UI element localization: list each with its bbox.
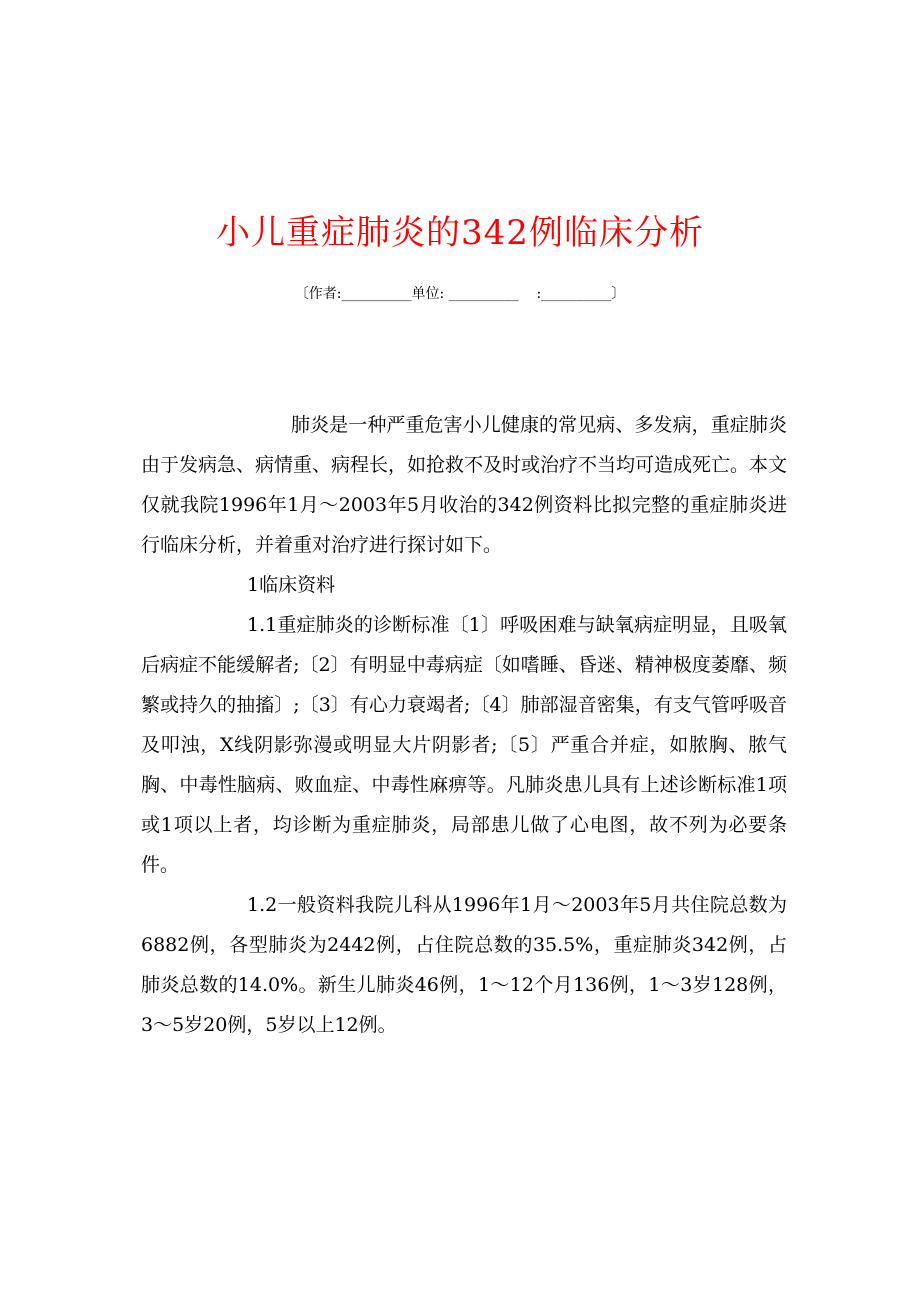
paragraph-general-data: 1.2一般资料我院儿科从1996年1月～2003年5月共住院总数为6882例，各型肺炎为2442例，占住院总数的35.5%，重症肺炎342例，占肺炎总数的14.0%。新生儿肺炎46例，1～12个月136例，1～3岁128例，3～5岁20例，5岁以上12例。 (141, 894, 787, 1036)
document-title: 小儿重症肺炎的342例临床分析 (216, 213, 704, 253)
paragraph-diagnostic-criteria: 1.1重症肺炎的诊断标准〔1〕呼吸困难与缺氧病症明显，且吸氧后病症不能缓解者;〔2〕有明显中毒病症〔如嗜睡、昏迷、精神极度萎靡、频繁或持久的抽搐〕;〔3〕有心力衰竭者;〔4〕肺部湿音密集，有支气管呼吸音及叩浊，X线阴影弥漫或明显大片阴影者;〔5〕严重合并症，如脓胸、脓气胸、中毒性脑病、败血症、中毒性麻痹等。凡肺炎患儿具有上述诊断标准1项或1项以上者，均诊断为重症肺炎，局部患儿做了心电图，故不列为必要条件。 (141, 614, 787, 876)
paragraph-intro: 肺炎是一种严重危害小儿健康的常见病、多发病，重症肺炎由于发病急、病情重、病程长，如抢救不及时或治疗不当均可造成死亡。本文仅就我院1996年1月～2003年5月收治的342例资料比拟完整的重症肺炎进行临床分析，并着重对治疗进行探讨如下。 (141, 414, 788, 556)
document-body (141, 405, 787, 1045)
author-info-line: 〔作者:__________单位: __________ :__________〕 (294, 286, 626, 302)
section-heading-clinical-data: 1临床资料 (247, 574, 336, 596)
